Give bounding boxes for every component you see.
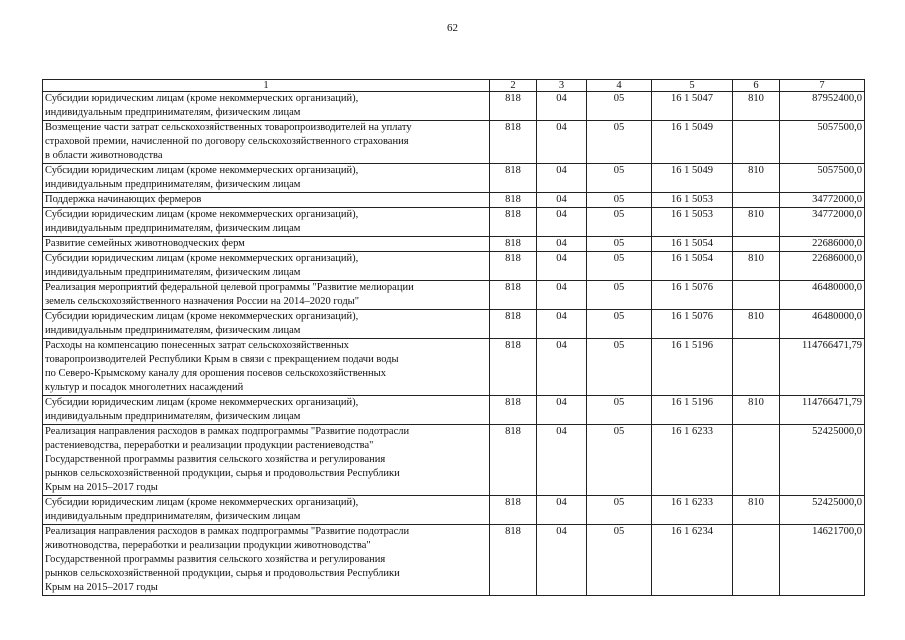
ministry-code-cell: 818 <box>490 193 537 208</box>
subsection-code-cell: 05 <box>587 252 652 281</box>
subsection-code-cell: 05 <box>587 425 652 496</box>
row-name-cell: Расходы на компенсацию понесенных затрат сельскохозяйственных товаропроизводителей Республики Крым в связи с прекращением подачи воды по Северо-Крымскому каналу для орошения посевов сельскохозяйственных культур и посадок многолетних насаждений <box>43 339 490 396</box>
section-code-cell: 04 <box>537 281 587 310</box>
target-article-cell: 16 1 5054 <box>652 237 733 252</box>
row-name-cell: Возмещение части затрат сельскохозяйственных товаропроизводителей на уплату страховой премии, начисленной по договору сельскохозяйственного страхования в области животноводства <box>43 121 490 164</box>
column-header: 7 <box>780 80 865 92</box>
section-code-cell: 04 <box>537 121 587 164</box>
expense-type-cell: 810 <box>733 310 780 339</box>
table-row <box>43 339 865 396</box>
section-code-cell: 04 <box>537 425 587 496</box>
table-row <box>43 208 865 237</box>
section-code-cell: 04 <box>537 310 587 339</box>
target-article-cell: 16 1 5049 <box>652 164 733 193</box>
target-article-cell: 16 1 5054 <box>652 252 733 281</box>
target-article-cell: 16 1 5196 <box>652 396 733 425</box>
section-code-cell: 04 <box>537 92 587 121</box>
target-article-cell: 16 1 5049 <box>652 121 733 164</box>
amount-cell: 22686000,0 <box>780 237 865 252</box>
subsection-code-cell: 05 <box>587 310 652 339</box>
target-article-cell: 16 1 6233 <box>652 496 733 525</box>
ministry-code-cell: 818 <box>490 121 537 164</box>
section-code-cell: 04 <box>537 193 587 208</box>
column-header: 6 <box>733 80 780 92</box>
ministry-code-cell: 818 <box>490 164 537 193</box>
ministry-code-cell: 818 <box>490 525 537 596</box>
column-header: 2 <box>490 80 537 92</box>
amount-cell: 5057500,0 <box>780 121 865 164</box>
row-name-cell: Субсидии юридическим лицам (кроме некоммерческих организаций), индивидуальным предпринимателям, физическим лицам <box>43 496 490 525</box>
subsection-code-cell: 05 <box>587 208 652 237</box>
ministry-code-cell: 818 <box>490 281 537 310</box>
target-article-cell: 16 1 5053 <box>652 208 733 237</box>
budget-table <box>42 79 865 596</box>
section-code-cell: 04 <box>537 208 587 237</box>
target-article-cell: 16 1 5047 <box>652 92 733 121</box>
ministry-code-cell: 818 <box>490 237 537 252</box>
row-name-cell: Развитие семейных животноводческих ферм <box>43 237 490 252</box>
expense-type-cell: 810 <box>733 92 780 121</box>
target-article-cell: 16 1 5053 <box>652 193 733 208</box>
expense-type-cell: 810 <box>733 496 780 525</box>
subsection-code-cell: 05 <box>587 339 652 396</box>
target-article-cell: 16 1 5076 <box>652 310 733 339</box>
expense-type-cell <box>733 237 780 252</box>
row-name-cell: Реализация направления расходов в рамках подпрограммы "Развитие подотрасли животноводства, переработки и реализации продукции животноводства" Государственной программы развития сельского хозяйства и регулирования рынков сельскохозяйственной продукции, сырья и продовольствия Республики Крым на 2015–2017 годы <box>43 525 490 596</box>
section-code-cell: 04 <box>537 496 587 525</box>
header-row <box>43 80 865 92</box>
column-header: 3 <box>537 80 587 92</box>
ministry-code-cell: 818 <box>490 92 537 121</box>
row-name-cell: Субсидии юридическим лицам (кроме некоммерческих организаций), индивидуальным предпринимателям, физическим лицам <box>43 92 490 121</box>
row-name-cell: Субсидии юридическим лицам (кроме некоммерческих организаций), индивидуальным предпринимателям, физическим лицам <box>43 164 490 193</box>
subsection-code-cell: 05 <box>587 496 652 525</box>
amount-cell: 46480000,0 <box>780 310 865 339</box>
table-row <box>43 281 865 310</box>
table-row <box>43 92 865 121</box>
subsection-code-cell: 05 <box>587 281 652 310</box>
subsection-code-cell: 05 <box>587 525 652 596</box>
expense-type-cell: 810 <box>733 252 780 281</box>
target-article-cell: 16 1 5196 <box>652 339 733 396</box>
table-row <box>43 164 865 193</box>
amount-cell: 52425000,0 <box>780 425 865 496</box>
amount-cell: 22686000,0 <box>780 252 865 281</box>
target-article-cell: 16 1 6233 <box>652 425 733 496</box>
ministry-code-cell: 818 <box>490 252 537 281</box>
row-name-cell: Реализация мероприятий федеральной целевой программы "Развитие мелиорации земель сельскохозяйственного назначения России на 2014–2020 годы" <box>43 281 490 310</box>
expense-type-cell <box>733 193 780 208</box>
section-code-cell: 04 <box>537 525 587 596</box>
ministry-code-cell: 818 <box>490 339 537 396</box>
table-body <box>43 92 865 596</box>
amount-cell: 5057500,0 <box>780 164 865 193</box>
amount-cell: 14621700,0 <box>780 525 865 596</box>
table-row <box>43 310 865 339</box>
column-header: 1 <box>43 80 490 92</box>
target-article-cell: 16 1 5076 <box>652 281 733 310</box>
ministry-code-cell: 818 <box>490 310 537 339</box>
section-code-cell: 04 <box>537 396 587 425</box>
expense-type-cell: 810 <box>733 396 780 425</box>
subsection-code-cell: 05 <box>587 121 652 164</box>
page-number: 62 <box>447 22 458 34</box>
section-code-cell: 04 <box>537 252 587 281</box>
amount-cell: 87952400,0 <box>780 92 865 121</box>
expense-type-cell <box>733 425 780 496</box>
section-code-cell: 04 <box>537 237 587 252</box>
section-code-cell: 04 <box>537 164 587 193</box>
amount-cell: 52425000,0 <box>780 496 865 525</box>
target-article-cell: 16 1 6234 <box>652 525 733 596</box>
column-header: 4 <box>587 80 652 92</box>
subsection-code-cell: 05 <box>587 92 652 121</box>
amount-cell: 34772000,0 <box>780 208 865 237</box>
table-row <box>43 237 865 252</box>
table-row <box>43 496 865 525</box>
table-row <box>43 193 865 208</box>
subsection-code-cell: 05 <box>587 396 652 425</box>
amount-cell: 46480000,0 <box>780 281 865 310</box>
subsection-code-cell: 05 <box>587 193 652 208</box>
row-name-cell: Субсидии юридическим лицам (кроме некоммерческих организаций), индивидуальным предпринимателям, физическим лицам <box>43 252 490 281</box>
expense-type-cell <box>733 525 780 596</box>
table-row <box>43 396 865 425</box>
row-name-cell: Поддержка начинающих фермеров <box>43 193 490 208</box>
row-name-cell: Реализация направления расходов в рамках подпрограммы "Развитие подотрасли растениеводства, переработки и реализации продукции растениеводства" Государственной программы развития сельского хозяйства и регулирования рынков сельскохозяйственной продукции, сырья и продовольствия Республики Крым на 2015–2017 годы <box>43 425 490 496</box>
subsection-code-cell: 05 <box>587 237 652 252</box>
ministry-code-cell: 818 <box>490 396 537 425</box>
amount-cell: 114766471,79 <box>780 396 865 425</box>
expense-type-cell: 810 <box>733 164 780 193</box>
ministry-code-cell: 818 <box>490 425 537 496</box>
ministry-code-cell: 818 <box>490 496 537 525</box>
ministry-code-cell: 818 <box>490 208 537 237</box>
subsection-code-cell: 05 <box>587 164 652 193</box>
row-name-cell: Субсидии юридическим лицам (кроме некоммерческих организаций), индивидуальным предпринимателям, физическим лицам <box>43 310 490 339</box>
expense-type-cell <box>733 281 780 310</box>
amount-cell: 34772000,0 <box>780 193 865 208</box>
table-row <box>43 252 865 281</box>
table-row <box>43 525 865 596</box>
row-name-cell: Субсидии юридическим лицам (кроме некоммерческих организаций), индивидуальным предпринимателям, физическим лицам <box>43 396 490 425</box>
table-row <box>43 425 865 496</box>
expense-type-cell <box>733 121 780 164</box>
expense-type-cell <box>733 339 780 396</box>
table-row <box>43 121 865 164</box>
row-name-cell: Субсидии юридическим лицам (кроме некоммерческих организаций), индивидуальным предпринимателям, физическим лицам <box>43 208 490 237</box>
section-code-cell: 04 <box>537 339 587 396</box>
expense-type-cell: 810 <box>733 208 780 237</box>
amount-cell: 114766471,79 <box>780 339 865 396</box>
column-header: 5 <box>652 80 733 92</box>
